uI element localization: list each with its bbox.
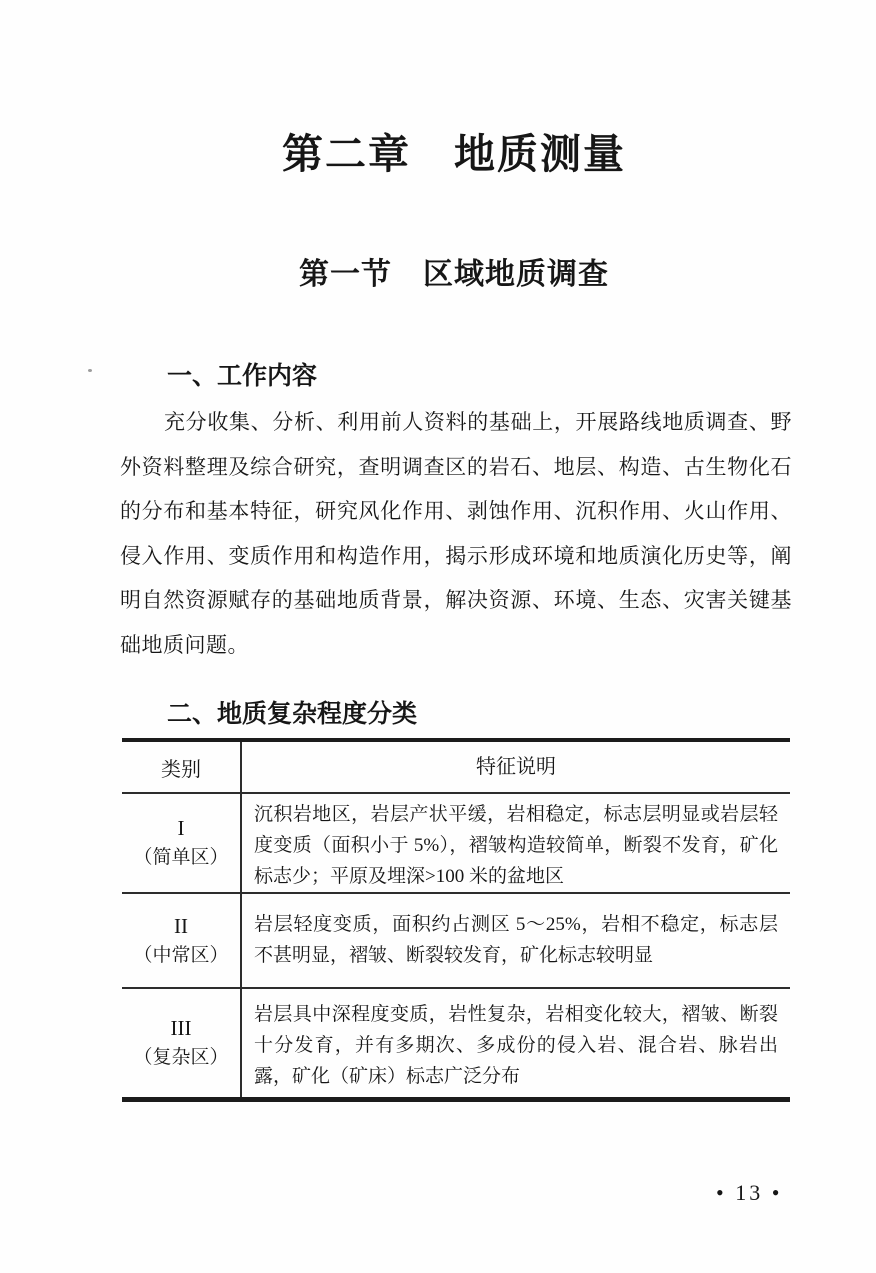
category-name: （简单区） bbox=[133, 847, 229, 868]
table-row bbox=[122, 792, 790, 892]
column-header-description: 特征说明 bbox=[476, 755, 556, 778]
category-cell bbox=[122, 894, 242, 987]
paragraph-line: 础地质问题。 bbox=[120, 632, 249, 657]
paragraph-line: 外资料整理及综合研究，查明调查区的岩石、地层、构造、古生物化石 bbox=[120, 454, 792, 479]
page-number: • 13 • bbox=[716, 1180, 783, 1205]
classification-table bbox=[122, 738, 790, 1102]
chapter-title: 第二章 地质测量 bbox=[282, 131, 626, 177]
table-header-row bbox=[122, 742, 790, 792]
subsection-heading-work-content: 一、工作内容 bbox=[167, 362, 318, 390]
category-name: （中常区） bbox=[133, 944, 229, 966]
scan-artifact-dot bbox=[88, 369, 92, 372]
paragraph-line: 侵入作用、变质作用和构造作用，揭示形成环境和地质演化历史等，阐 bbox=[120, 543, 792, 568]
section-title: 第一节 区域地质调查 bbox=[299, 258, 609, 291]
table-row bbox=[122, 892, 790, 987]
table-row bbox=[122, 987, 790, 1097]
description-cell: 岩层轻度变质，面积约占测区 5～25%，岩相不稳定，标志层不甚明显，褶皱、断裂较发育，矿化标志较明显 bbox=[254, 914, 778, 966]
category-cell bbox=[122, 794, 242, 892]
paragraph-line: 明自然资源赋存的基础地质背景，解决资源、环境、生态、灾害关键基 bbox=[120, 588, 792, 612]
body-paragraph bbox=[120, 400, 792, 667]
category-numeral: III bbox=[170, 1016, 192, 1040]
category-numeral: II bbox=[174, 913, 188, 938]
column-header-category: 类别 bbox=[122, 742, 242, 792]
category-numeral: I bbox=[177, 816, 185, 840]
paragraph-line: 的分布和基本特征，研究风化作用、剥蚀作用、沉积作用、火山作用、 bbox=[120, 499, 792, 523]
paragraph-line: 充分收集、分析、利用前人资料的基础上，开展路线地质调查、野 bbox=[164, 410, 792, 434]
subsection-heading-classification: 二、地质复杂程度分类 bbox=[167, 700, 418, 728]
category-cell bbox=[122, 989, 242, 1097]
category-name: （复杂区） bbox=[133, 1047, 229, 1068]
description-cell: 沉积岩地区，岩层产状平缓，岩相稳定，标志层明显或岩层轻度变质（面积小于 5%），褶皱构造较简单，断裂不发育，矿化标志少；平原及埋深>100 米的盆地区 bbox=[254, 804, 778, 887]
description-cell: 岩层具中深程度变质，岩性复杂，岩相变化较大，褶皱、断裂十分发育，并有多期次、多成份的侵入岩、混合岩、脉岩出露，矿化（矿床）标志广泛分布 bbox=[254, 1004, 778, 1087]
